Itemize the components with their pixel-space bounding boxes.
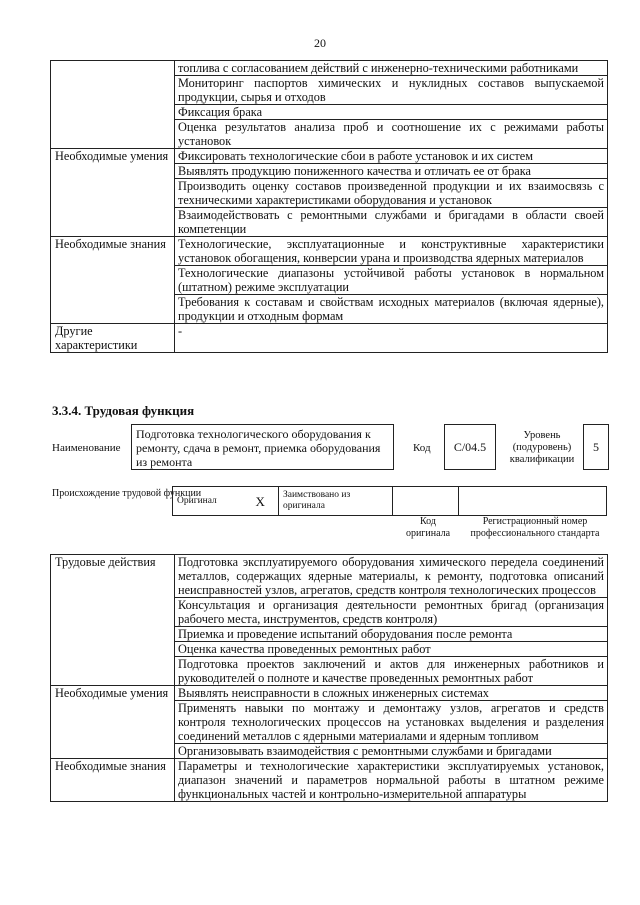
row-category-label: Необходимые умения	[51, 686, 175, 759]
table-row	[51, 686, 608, 701]
table-row	[51, 759, 608, 802]
labor-function-table	[50, 554, 608, 802]
code-label: Код	[413, 442, 431, 454]
row-item-text: Взаимодействовать с ремонтными службами и бригадами в области своей компетенции	[175, 208, 608, 237]
row-item-text: -	[175, 324, 608, 353]
row-category-label: Необходимые умения	[51, 149, 175, 237]
row-item-text: Мониторинг паспортов химических и нуклидных составов выпускаемой продукции, сырья и отходов	[175, 76, 608, 105]
row-item-text: Подготовка эксплуатируемого оборудования химического передела соединений металлов, содержащих ядерные материалы, к ремонту, подготовка описаний неисправностей узлов, агрегатов, средств контроля технологических процессов	[175, 555, 608, 598]
row-item-text: Технологические диапазоны устойчивой работы установок в нормальном (штатном) режиме эксплуатации	[175, 266, 608, 295]
page-number: 20	[314, 36, 326, 50]
row-item-text: Требования к составам и свойствам исходных материалов (включая ядерные), продукции и отходным формам	[175, 295, 608, 324]
table-row	[51, 61, 608, 76]
origin-label-text: Происхождение трудовой функции	[52, 488, 202, 499]
row-item-text: Фиксировать технологические сбои в работе установок и их систем	[175, 149, 608, 164]
row-item-text: Выявлять продукцию пониженного качества и отличать ее от брака	[175, 164, 608, 179]
row-item-text: Консультация и организация деятельности ремонтных бригад (организация рабочего места, инструментов, средств контроля)	[175, 598, 608, 627]
origin-original-cell: Оригинал	[173, 487, 243, 516]
row-item-text: Оценка качества проведенных ремонтных работ	[175, 642, 608, 657]
name-label: Наименование	[52, 442, 121, 454]
origin-borrowed-cell: Заимствовано из оригинала	[279, 487, 393, 516]
competency-table-continued	[50, 60, 608, 353]
origin-mark: X	[243, 487, 279, 516]
row-item-text: Приемка и проведение испытаний оборудования после ремонта	[175, 627, 608, 642]
origin-reg-cell	[459, 487, 607, 516]
origin-code-cell	[393, 487, 459, 516]
function-name-box: Подготовка технологического оборудования к ремонту, сдача в ремонт, приемка оборудования из ремонта	[131, 424, 394, 470]
row-item-text: Применять навыки по монтажу и демонтажу узлов, агрегатов и средств контроля технологических процессов на установках выделения и разделения соединений металлов с ядерными материалами и ядерным топливом	[175, 701, 608, 744]
row-item-text: Оценка результатов анализа проб и соотношение их с режимами работы установок	[175, 120, 608, 149]
row-item-text: топлива с согласованием действий с инженерно-техническими работниками	[175, 61, 608, 76]
table-row	[51, 149, 608, 164]
caption-code-original: Код оригинала	[405, 516, 451, 539]
table-row	[51, 555, 608, 598]
row-category-label: Другие характеристики	[51, 324, 175, 353]
row-item-text: Фиксация брака	[175, 105, 608, 120]
function-code-box: C/04.5	[444, 424, 496, 470]
row-item-text: Производить оценку составов произведенной продукции и их взаимосвязь с техническими характеристиками оборудования и установок	[175, 179, 608, 208]
row-item-text: Подготовка проектов заключений и актов для инженерных работников и руководителей о полноте и качестве проведенных ремонтных работ	[175, 657, 608, 686]
table-row	[51, 324, 608, 353]
row-item-text: Выявлять неисправности в сложных инженерных системах	[175, 686, 608, 701]
row-category-label: Трудовые действия	[51, 555, 175, 686]
row-item-text: Организовывать взаимодействия с ремонтными службами и бригадами	[175, 744, 608, 759]
row-category-label: Необходимые знания	[51, 759, 175, 802]
row-item-text: Технологические, эксплуатационные и конструктивные характеристики установок обогащения, конверсии урана и производства ядерных материалов	[175, 237, 608, 266]
qualification-level-label: Уровень (подуровень) квалификации	[509, 430, 575, 465]
row-category-label: Необходимые знания	[51, 237, 175, 324]
origin-table	[172, 486, 607, 516]
table-row	[51, 237, 608, 266]
section-heading: 3.3.4. Трудовая функция	[52, 403, 195, 418]
row-item-text: Параметры и технологические характеристики эксплуатируемых установок, диапазон значений и параметров нормальной работы в штатном режиме функциональных частей и контрольно-измерительной аппаратуры	[175, 759, 608, 802]
caption-registration-number: Регистрационный номер профессионального стандарта	[470, 516, 600, 539]
qualification-level-box: 5	[583, 424, 609, 470]
row-category-label	[51, 61, 175, 149]
